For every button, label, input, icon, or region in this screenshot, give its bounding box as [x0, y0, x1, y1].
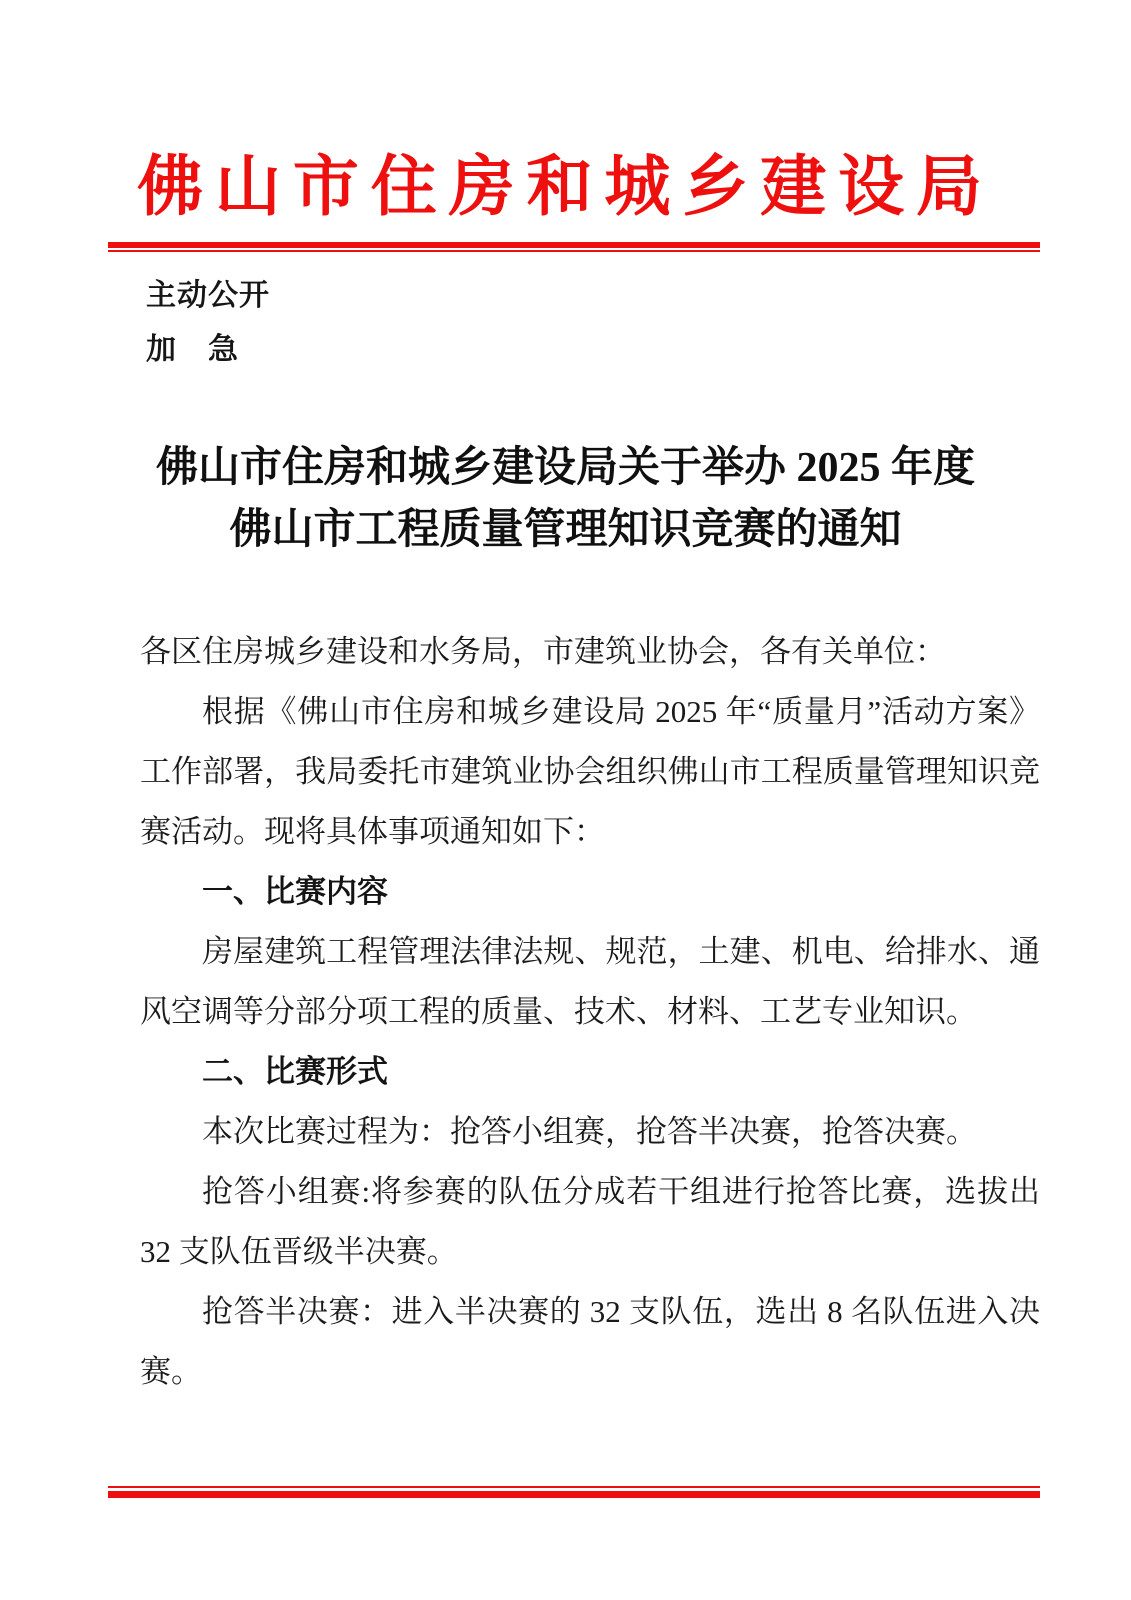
paragraph-basis-intro: 根据《佛山市住房和城乡建设局 2025 年“质量月”活动方案》工作部署，我局委托市建筑业协会组织佛山市工程质量管理知识竞赛活动。现将具体事项通知如下：	[140, 694, 1040, 849]
paragraph-semifinal-stage: 抢答半决赛：进入半决赛的 32 支队伍，选出 8 名队伍进入决赛。	[140, 1294, 1040, 1389]
disclosure-mark: 主动公开	[146, 279, 270, 312]
urgency-mark: 加 急	[146, 333, 239, 366]
salutation: 各区住房城乡建设和水务局，市建筑业协会，各有关单位：	[140, 634, 946, 669]
paragraph-group-stage: 抢答小组赛:将参赛的队伍分成若干组进行抢答比赛，选拔出 32 支队伍晋级半决赛。	[140, 1174, 1040, 1269]
document-body	[140, 622, 1040, 1402]
document-title-line1: 佛山市住房和城乡建设局关于举办 2025 年度	[155, 445, 975, 491]
separator-thick-stroke	[108, 1491, 1040, 1498]
footer-separator-line	[108, 1486, 1040, 1498]
paragraph-contest-process: 本次比赛过程为：抢答小组赛，抢答半决赛，抢答决赛。	[202, 1114, 977, 1149]
document-title-line2: 佛山市工程质量管理知识竞赛的通知	[229, 507, 902, 553]
letterhead-separator-line	[108, 242, 1040, 252]
section-heading-contest-content: 一、比赛内容	[202, 874, 388, 909]
separator-thin-stroke	[108, 250, 1040, 252]
section-heading-contest-format: 二、比赛形式	[202, 1054, 388, 1089]
paragraph-contest-content: 房屋建筑工程管理法律法规、规范，土建、机电、给排水、通风空调等分部分项工程的质量、技术、材料、工艺专业知识。	[140, 934, 1040, 1029]
letterhead-agency-name: 佛山市住房和城乡建设局	[137, 151, 994, 224]
document-title	[0, 437, 1131, 561]
